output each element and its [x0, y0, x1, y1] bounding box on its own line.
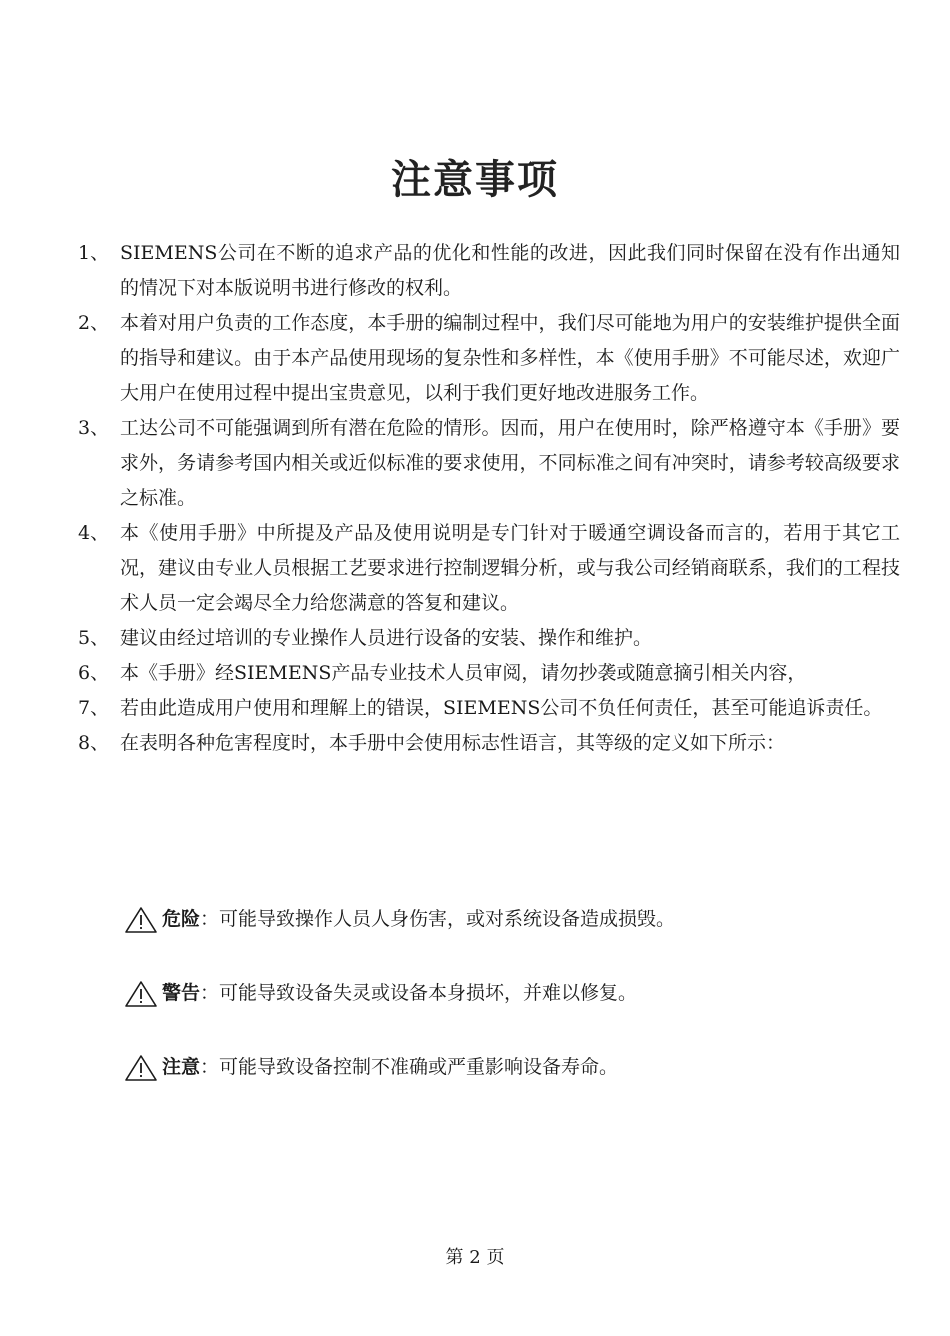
- notice-text: 建议由经过培训的专业操作人员进行设备的安装、操作和维护。: [120, 627, 653, 649]
- level-description: 可能导致设备控制不准确或严重影响设备寿命。: [219, 1056, 619, 1078]
- level-name: 危险: [162, 908, 201, 930]
- hazard-level-danger: [124, 900, 884, 938]
- notice-number: 8、: [78, 732, 110, 754]
- notice-item-2: [78, 306, 900, 411]
- level-description: 可能导致操作人员人身伤害，或对系统设备造成损毁。: [219, 908, 676, 930]
- notice-item-1: [78, 236, 900, 306]
- notice-text: SIEMENS公司在不断的追求产品的优化和性能的改进，因此我们同时保留在没有作出通知的情况下对本版说明书进行修改的权利。: [120, 242, 900, 299]
- notice-text: 工达公司不可能强调到所有潜在危险的情形。因而，用户在使用时，除严格遵守本《手册》要求外，务请参考国内相关或近似标准的要求使用，不同标准之间有冲突时，请参考较高级要求之标准。: [120, 417, 900, 509]
- notice-number: 6、: [78, 662, 110, 684]
- page-number: 第 2 页: [445, 1247, 505, 1268]
- level-separator: ：: [200, 1056, 220, 1078]
- notice-item-6: [78, 656, 900, 691]
- warning-triangle-icon: [124, 906, 158, 934]
- notice-list: [78, 236, 900, 761]
- level-name: 注意: [162, 1056, 201, 1078]
- page-title: 注意事项: [391, 157, 559, 203]
- notice-item-4: [78, 516, 900, 621]
- notice-text: 本着对用户负责的工作态度，本手册的编制过程中，我们尽可能地为用户的安装维护提供全面的指导和建议。由于本产品使用现场的复杂性和多样性，本《使用手册》不可能尽述，欢迎广大用户在使用过程中提出宝贵意见，以利于我们更好地改进服务工作。: [120, 312, 900, 404]
- notice-item-3: [78, 411, 900, 516]
- notice-number: 4、: [78, 522, 110, 544]
- hazard-level-warning: [124, 974, 884, 1012]
- level-separator: ：: [200, 982, 220, 1004]
- notice-number: 3、: [78, 417, 110, 439]
- notice-text: 本《使用手册》中所提及产品及使用说明是专门针对于暖通空调设备而言的，若用于其它工况，建议由专业人员根据工艺要求进行控制逻辑分析，或与我公司经销商联系，我们的工程技术人员一定会竭尽全力给您满意的答复和建议。: [120, 522, 900, 614]
- notice-number: 5、: [78, 627, 110, 649]
- level-description: 可能导致设备失灵或设备本身损坏，并难以修复。: [219, 982, 638, 1004]
- notice-item-7: [78, 691, 900, 726]
- hazard-level-definitions: [124, 900, 884, 1122]
- notice-number: 7、: [78, 697, 110, 719]
- hazard-level-caution: [124, 1048, 884, 1086]
- notice-text: 本《手册》经SIEMENS产品专业技术人员审阅，请勿抄袭或随意摘引相关内容，: [120, 662, 807, 684]
- level-name: 警告: [162, 982, 201, 1004]
- warning-triangle-icon: [124, 980, 158, 1008]
- notice-item-5: [78, 621, 900, 656]
- notice-number: 2、: [78, 312, 110, 334]
- level-separator: ：: [200, 908, 220, 930]
- warning-triangle-icon: [124, 1054, 158, 1082]
- notice-number: 1、: [78, 242, 110, 264]
- notice-text: 在表明各种危害程度时，本手册中会使用标志性语言，其等级的定义如下所示：: [120, 732, 786, 754]
- notice-item-8: [78, 726, 900, 761]
- notice-text: 若由此造成用户使用和理解上的错误，SIEMENS公司不负任何责任，甚至可能追诉责任。: [120, 697, 883, 719]
